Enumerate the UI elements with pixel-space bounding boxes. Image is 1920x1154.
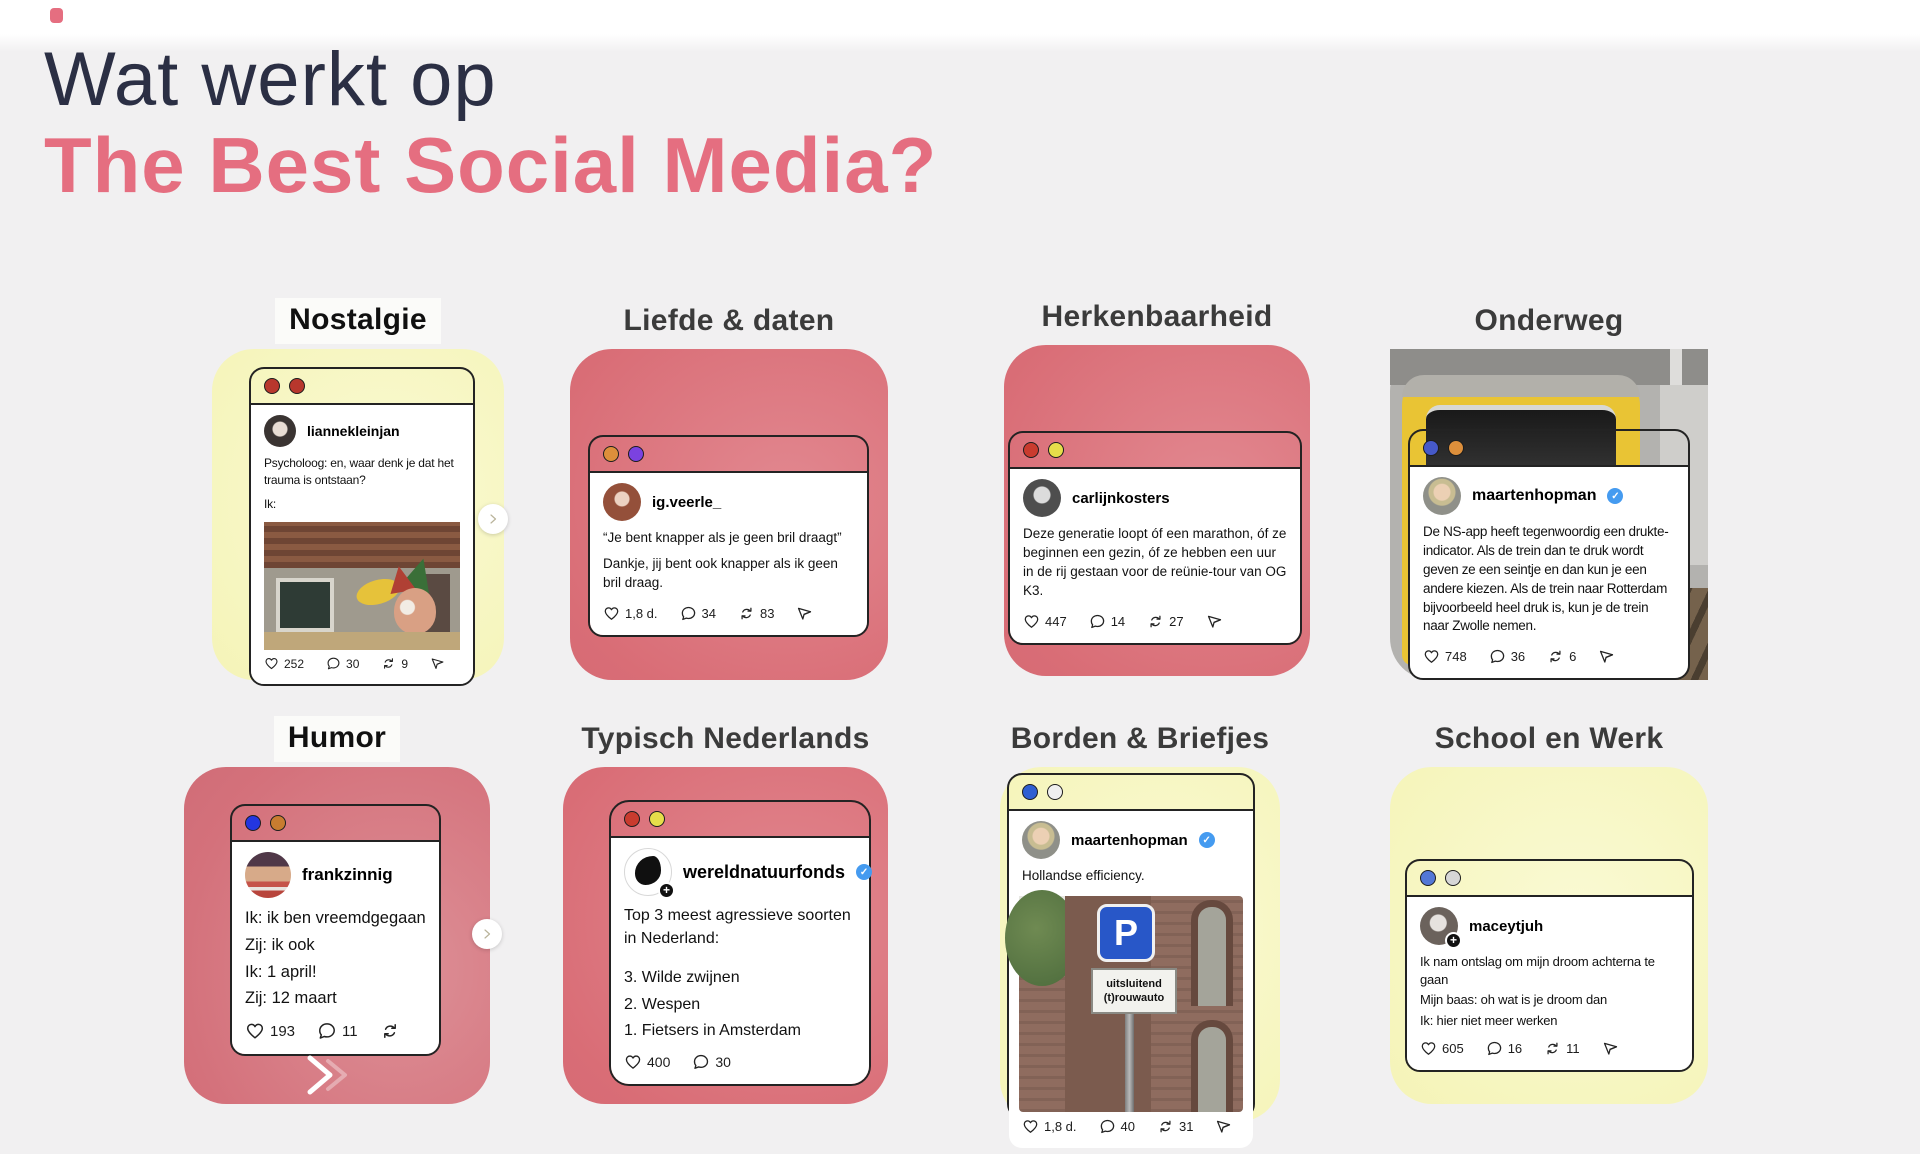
title-line-2: The Best Social Media?	[44, 121, 938, 210]
house-window	[276, 578, 334, 632]
category-heading: Nostalgie	[275, 298, 441, 344]
comments-stat	[1099, 1118, 1135, 1135]
likes-count: 1,8 d.	[1044, 1118, 1077, 1134]
post-text	[251, 453, 473, 518]
jester-meme-image	[264, 522, 460, 650]
traffic-light-dot	[1047, 784, 1063, 800]
school-werk-card	[1390, 767, 1708, 1104]
window-titlebar	[590, 437, 867, 473]
reposts-count: 31	[1179, 1118, 1194, 1134]
comments-count: 36	[1510, 649, 1526, 665]
comments-count: 11	[342, 1022, 358, 1040]
category-group-nostalgie	[212, 292, 504, 680]
post-line: Ik:	[264, 496, 277, 511]
post-window	[249, 367, 475, 686]
post-text	[1407, 951, 1692, 1034]
heart-icon	[1423, 648, 1440, 665]
post-window	[230, 804, 441, 1056]
username: maartenhopman	[1071, 831, 1188, 849]
reposts-stat	[1157, 1118, 1193, 1135]
post-line: Ik nam ontslag om mijn droom achterna te gaan	[1420, 954, 1655, 988]
post-line: Dankje, jij bent ook knapper als ik geen bril draag.	[603, 555, 838, 590]
likes-stat	[1022, 1118, 1077, 1135]
comments-count: 16	[1507, 1040, 1523, 1056]
likes-count: 748	[1445, 649, 1467, 665]
repost-icon	[1157, 1118, 1174, 1135]
username: maartenhopman	[1472, 487, 1597, 504]
reposts-stat	[1547, 648, 1576, 665]
post-text	[1009, 865, 1253, 892]
send-icon	[1215, 1118, 1232, 1135]
reposts-stat	[738, 605, 774, 622]
post-actions	[1010, 607, 1300, 643]
post-actions	[232, 1015, 439, 1054]
avatar	[1420, 907, 1458, 945]
category-heading: Humor	[274, 716, 400, 762]
comment-icon	[317, 1021, 337, 1041]
send-icon	[430, 656, 445, 671]
post-text	[611, 902, 869, 1047]
sign-pole	[1125, 1014, 1134, 1112]
page-title	[44, 37, 938, 210]
comments-stat	[326, 656, 359, 671]
comment-icon	[1489, 648, 1506, 665]
post-header	[1010, 469, 1300, 523]
comments-stat	[317, 1021, 358, 1041]
post-window	[588, 435, 869, 637]
window-titlebar	[1407, 861, 1692, 897]
comments-stat	[1486, 1040, 1522, 1057]
post-actions	[251, 650, 473, 684]
plus-badge-icon	[658, 882, 675, 899]
post-line: Hollandse efficiency.	[1022, 868, 1145, 883]
heart-icon	[264, 656, 279, 671]
share-stat	[1206, 613, 1223, 630]
avatar	[1423, 477, 1461, 515]
post-line: Top 3 meest agressieve soorten in Nederland:	[624, 907, 851, 948]
post-line: 2. Wespen	[624, 995, 701, 1013]
window-titlebar	[251, 369, 473, 405]
parking-sign: P	[1097, 904, 1155, 962]
window-titlebar	[232, 806, 439, 842]
post-actions	[1410, 642, 1688, 678]
window-titlebar	[1009, 775, 1253, 811]
post-header	[1009, 811, 1253, 865]
post-header	[232, 842, 439, 904]
post-header	[251, 405, 473, 453]
heart-icon	[1420, 1040, 1437, 1057]
likes-stat	[1023, 613, 1067, 630]
post-text	[590, 527, 867, 599]
username: frankzinnig	[302, 865, 393, 884]
category-heading: Borden & Briefjes	[1010, 721, 1270, 755]
comments-count: 40	[1120, 1118, 1135, 1134]
avatar	[603, 483, 641, 521]
likes-stat	[1423, 648, 1467, 665]
plus-badge-icon	[1445, 932, 1462, 949]
category-heading: Herkenbaarheid	[1041, 299, 1273, 333]
post-line: Zij: 12 maart	[245, 989, 337, 1008]
comments-count: 14	[1110, 613, 1126, 629]
post-actions	[1407, 1034, 1692, 1070]
category-group-humor	[184, 710, 490, 1104]
traffic-light-dot	[628, 446, 644, 462]
traffic-light-dot	[649, 811, 665, 827]
traffic-light-dot	[603, 446, 619, 462]
repost-icon	[1147, 613, 1164, 630]
likes-stat	[624, 1053, 670, 1071]
chevron-right-icon	[300, 1052, 358, 1098]
traffic-light-dot	[1423, 440, 1439, 456]
ledge	[264, 632, 460, 650]
category-group-herkenbaarheid	[1004, 288, 1310, 676]
post-window	[609, 800, 871, 1086]
category-group-borden-briefjes	[1000, 710, 1280, 1134]
traffic-light-dot	[1445, 870, 1461, 886]
share-stat	[1602, 1040, 1619, 1057]
share-stat	[430, 656, 445, 671]
post-line: “Je bent knapper als je geen bril draagt”	[603, 530, 842, 545]
comments-stat	[1089, 613, 1125, 630]
likes-count: 400	[647, 1053, 671, 1070]
carousel-next-button[interactable]	[472, 919, 502, 949]
username: maceytjuh	[1469, 917, 1544, 935]
category-heading: Onderweg	[1474, 303, 1624, 337]
post-window	[1008, 431, 1302, 645]
window-titlebar	[611, 802, 869, 838]
post-line: Psycholoog: en, waar denk je dat het trauma is ontstaan?	[264, 456, 454, 487]
category-group-typisch-nederlands	[563, 710, 888, 1104]
traffic-light-dot	[1022, 784, 1038, 800]
username: ig.veerle_	[652, 493, 722, 511]
likes-stat	[264, 656, 304, 671]
traffic-light-dot	[624, 811, 640, 827]
liefde-card	[570, 349, 888, 680]
reposts-stat	[381, 656, 408, 671]
post-actions-clipped	[1009, 1112, 1253, 1148]
comment-icon	[1099, 1118, 1116, 1135]
post-header	[611, 838, 869, 902]
window-titlebar	[1010, 433, 1300, 469]
chevron-right-icon	[481, 928, 493, 940]
likes-stat	[1420, 1040, 1464, 1057]
avatar	[624, 848, 672, 896]
heart-icon	[1023, 613, 1040, 630]
chevron-right-icon	[487, 513, 499, 525]
comments-stat	[692, 1053, 731, 1071]
title-line-1: Wat werkt op	[44, 37, 497, 122]
heart-icon	[245, 1021, 265, 1041]
comments-count: 34	[701, 605, 716, 621]
likes-count: 193	[270, 1022, 296, 1040]
category-heading: Typisch Nederlands	[581, 721, 870, 755]
verified-badge-icon	[1199, 832, 1215, 848]
traffic-light-dot	[1420, 870, 1436, 886]
post-text	[1410, 521, 1688, 642]
post-text	[1010, 523, 1300, 607]
post-line: Mijn baas: oh wat is je droom dan	[1420, 992, 1608, 1008]
heart-icon	[624, 1053, 642, 1071]
avatar	[1022, 821, 1060, 859]
category-group-onderweg	[1390, 292, 1708, 680]
sub-sign	[1091, 968, 1177, 1014]
category-heading: School en Werk	[1434, 721, 1664, 755]
church-parking-photo	[1019, 896, 1243, 1112]
church-window	[1191, 1020, 1233, 1112]
comment-icon	[692, 1053, 710, 1071]
post-window	[1408, 429, 1690, 680]
traffic-light-dot	[289, 378, 305, 394]
likes-count: 605	[1442, 1040, 1464, 1056]
post-window	[1405, 859, 1694, 1072]
traffic-light-dot	[270, 815, 286, 831]
post-actions	[590, 599, 867, 635]
traffic-light-dot	[1048, 442, 1064, 458]
post-line: 3. Wilde zwijnen	[624, 969, 740, 987]
church-window	[1191, 900, 1233, 1006]
post-text	[232, 904, 439, 1015]
post-line: 1. Fietsers in Amsterdam	[624, 1021, 801, 1039]
jester-face	[394, 588, 436, 634]
traffic-light-dot	[264, 378, 280, 394]
nostalgie-card	[212, 349, 504, 680]
repost-icon	[380, 1021, 400, 1041]
likes-count: 447	[1045, 613, 1067, 629]
heart-icon	[1022, 1118, 1039, 1135]
carousel-next-button[interactable]	[478, 504, 508, 534]
post-line: De NS-app heeft tegenwoordig een drukte-indicator. Als de trein dan te druk wordt geven ze een seintje en dan kun je een andere kiezen. Als de trein naar Rotterdam bijvoorbeeld heel druk is, kun je de trein naar Zwolle nemen.	[1423, 524, 1669, 634]
category-group-school-werk	[1390, 710, 1708, 1104]
username: wereldnatuurfonds	[683, 861, 846, 882]
slide-corner-mark	[50, 8, 63, 23]
post-window	[1007, 773, 1255, 1134]
reposts-count: 9	[401, 656, 409, 671]
send-icon	[796, 605, 813, 622]
comments-stat	[1489, 648, 1525, 665]
borden-briefjes-card	[1000, 767, 1280, 1134]
comments-count: 30	[346, 656, 360, 671]
reposts-count: 83	[760, 605, 775, 621]
typisch-nederlands-card	[563, 767, 888, 1104]
comment-icon	[680, 605, 697, 622]
avatar	[264, 415, 296, 447]
sub-sign-line: uitsluitend	[1106, 977, 1162, 990]
share-stat	[1598, 648, 1615, 665]
send-icon	[1206, 613, 1223, 630]
post-line: Ik: 1 april!	[245, 962, 317, 981]
send-icon	[1602, 1040, 1619, 1057]
repost-icon	[1547, 648, 1564, 665]
reposts-stat	[380, 1021, 400, 1041]
reposts-stat	[1147, 613, 1183, 630]
carousel-next-arrow[interactable]	[300, 1052, 358, 1103]
username: carlijnkosters	[1072, 489, 1170, 507]
repost-icon	[738, 605, 755, 622]
category-group-liefde	[570, 292, 888, 680]
reposts-stat	[1544, 1040, 1580, 1057]
reposts-count: 11	[1566, 1040, 1580, 1056]
share-stat	[796, 605, 813, 622]
likes-count: 1,8 d.	[625, 605, 658, 621]
comments-stat	[680, 605, 716, 622]
category-heading: Liefde & daten	[623, 303, 835, 337]
heart-icon	[603, 605, 620, 622]
post-actions	[611, 1047, 869, 1084]
likes-stat	[245, 1021, 295, 1041]
post-header	[1410, 467, 1688, 521]
reposts-count: 6	[1569, 649, 1577, 665]
avatar	[245, 852, 291, 898]
post-header	[590, 473, 867, 527]
comment-icon	[326, 656, 341, 671]
sub-sign-line: (t)rouwauto	[1103, 991, 1165, 1004]
repost-icon	[381, 656, 396, 671]
reposts-count: 27	[1169, 613, 1184, 629]
window-titlebar	[1410, 431, 1688, 467]
likes-count: 252	[284, 656, 305, 671]
send-icon	[1598, 648, 1615, 665]
onderweg-card	[1390, 349, 1708, 680]
verified-badge-icon	[856, 864, 872, 880]
traffic-light-dot	[1023, 442, 1039, 458]
herkenbaarheid-card	[1004, 345, 1310, 676]
comment-icon	[1089, 613, 1106, 630]
likes-stat	[603, 605, 658, 622]
share-stat	[1215, 1118, 1232, 1135]
post-line: Ik: ik ben vreemdgegaan	[245, 909, 426, 927]
avatar	[1023, 479, 1061, 517]
comment-icon	[1486, 1040, 1503, 1057]
post-line: Zij: ik ook	[245, 935, 315, 954]
verified-badge-icon	[1607, 488, 1623, 504]
traffic-light-dot	[245, 815, 261, 831]
username: liannekleinjan	[307, 423, 400, 439]
post-line: Deze generatie loopt óf een marathon, óf ze beginnen een gezin, óf ze hebben een uur in de rij gestaan voor de reünie-tour van OG K3.	[1023, 526, 1287, 598]
post-line: Ik: hier niet meer werken	[1420, 1012, 1558, 1028]
repost-icon	[1544, 1040, 1561, 1057]
traffic-light-dot	[1448, 440, 1464, 456]
train-roof	[1402, 375, 1640, 397]
post-header	[1407, 897, 1692, 951]
comments-count: 30	[715, 1053, 731, 1070]
